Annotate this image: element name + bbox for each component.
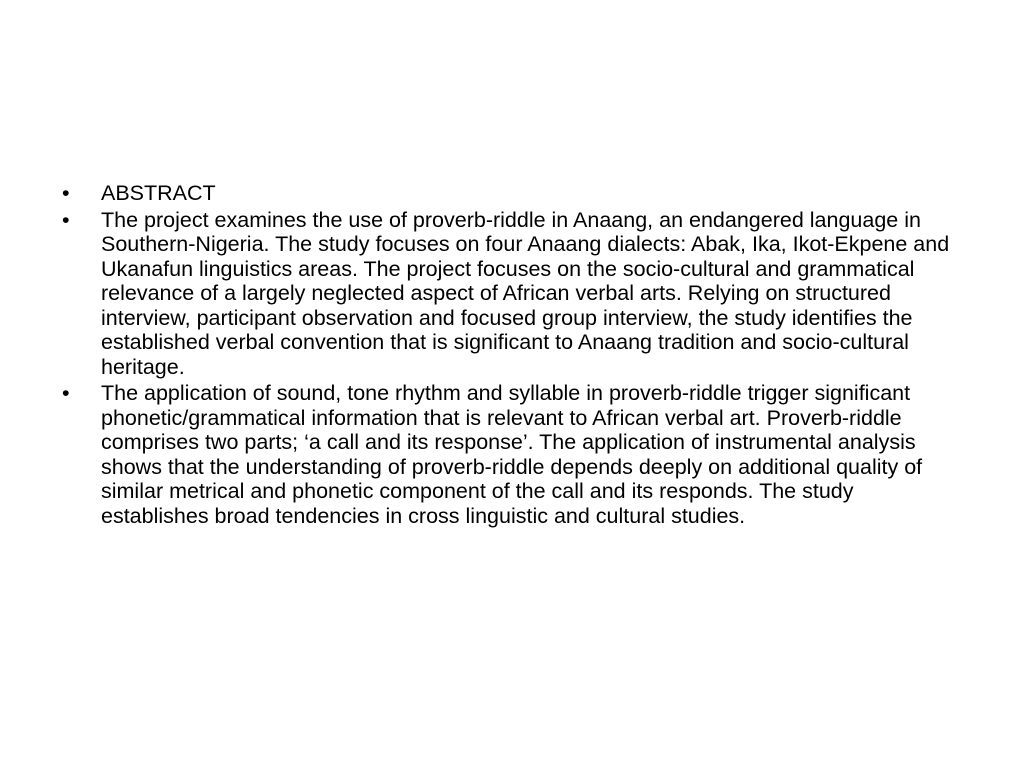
bullet-item-abstract-heading [62,181,962,206]
bullet-marker: • [62,381,70,405]
bullet-item-paragraph-1 [62,208,962,380]
bullet-list [62,181,962,530]
bullet-marker: • [62,181,70,205]
bullet-marker: • [62,207,70,232]
bullet-item-paragraph-2 [62,381,962,528]
abstract-paragraph-1: The project examines the use of proverb-riddle in Anaang, an endangered language in Southern-Nigeria. The study focuses on four Anaang dialects: Abak, Ika, Ikot-Ekpene and Ukanafun linguistics areas. The project focuses on the socio-cultural and grammatical relevance of a largely neglected aspect of African verbal arts. Relying on structured interview, participant observation and focused group interview, the study identifies the established verbal convention that is significant to Anaang tradition and socio-cultural heritage. [101,207,950,379]
abstract-heading: ABSTRACT [101,181,216,205]
abstract-paragraph-2: The application of sound, tone rhythm and syllable in proverb-riddle trigger significant phonetic/grammatical information that is relevant to African verbal art. Proverb-riddle comprises two parts; ‘a call and its response’. The application of instrumental analysis shows that the understanding of proverb-riddle depends deeply on additional quality of similar metrical and phonetic component of the call and its responds. The study establishes broad tendencies in cross linguistic and cultural studies. [101,381,923,528]
